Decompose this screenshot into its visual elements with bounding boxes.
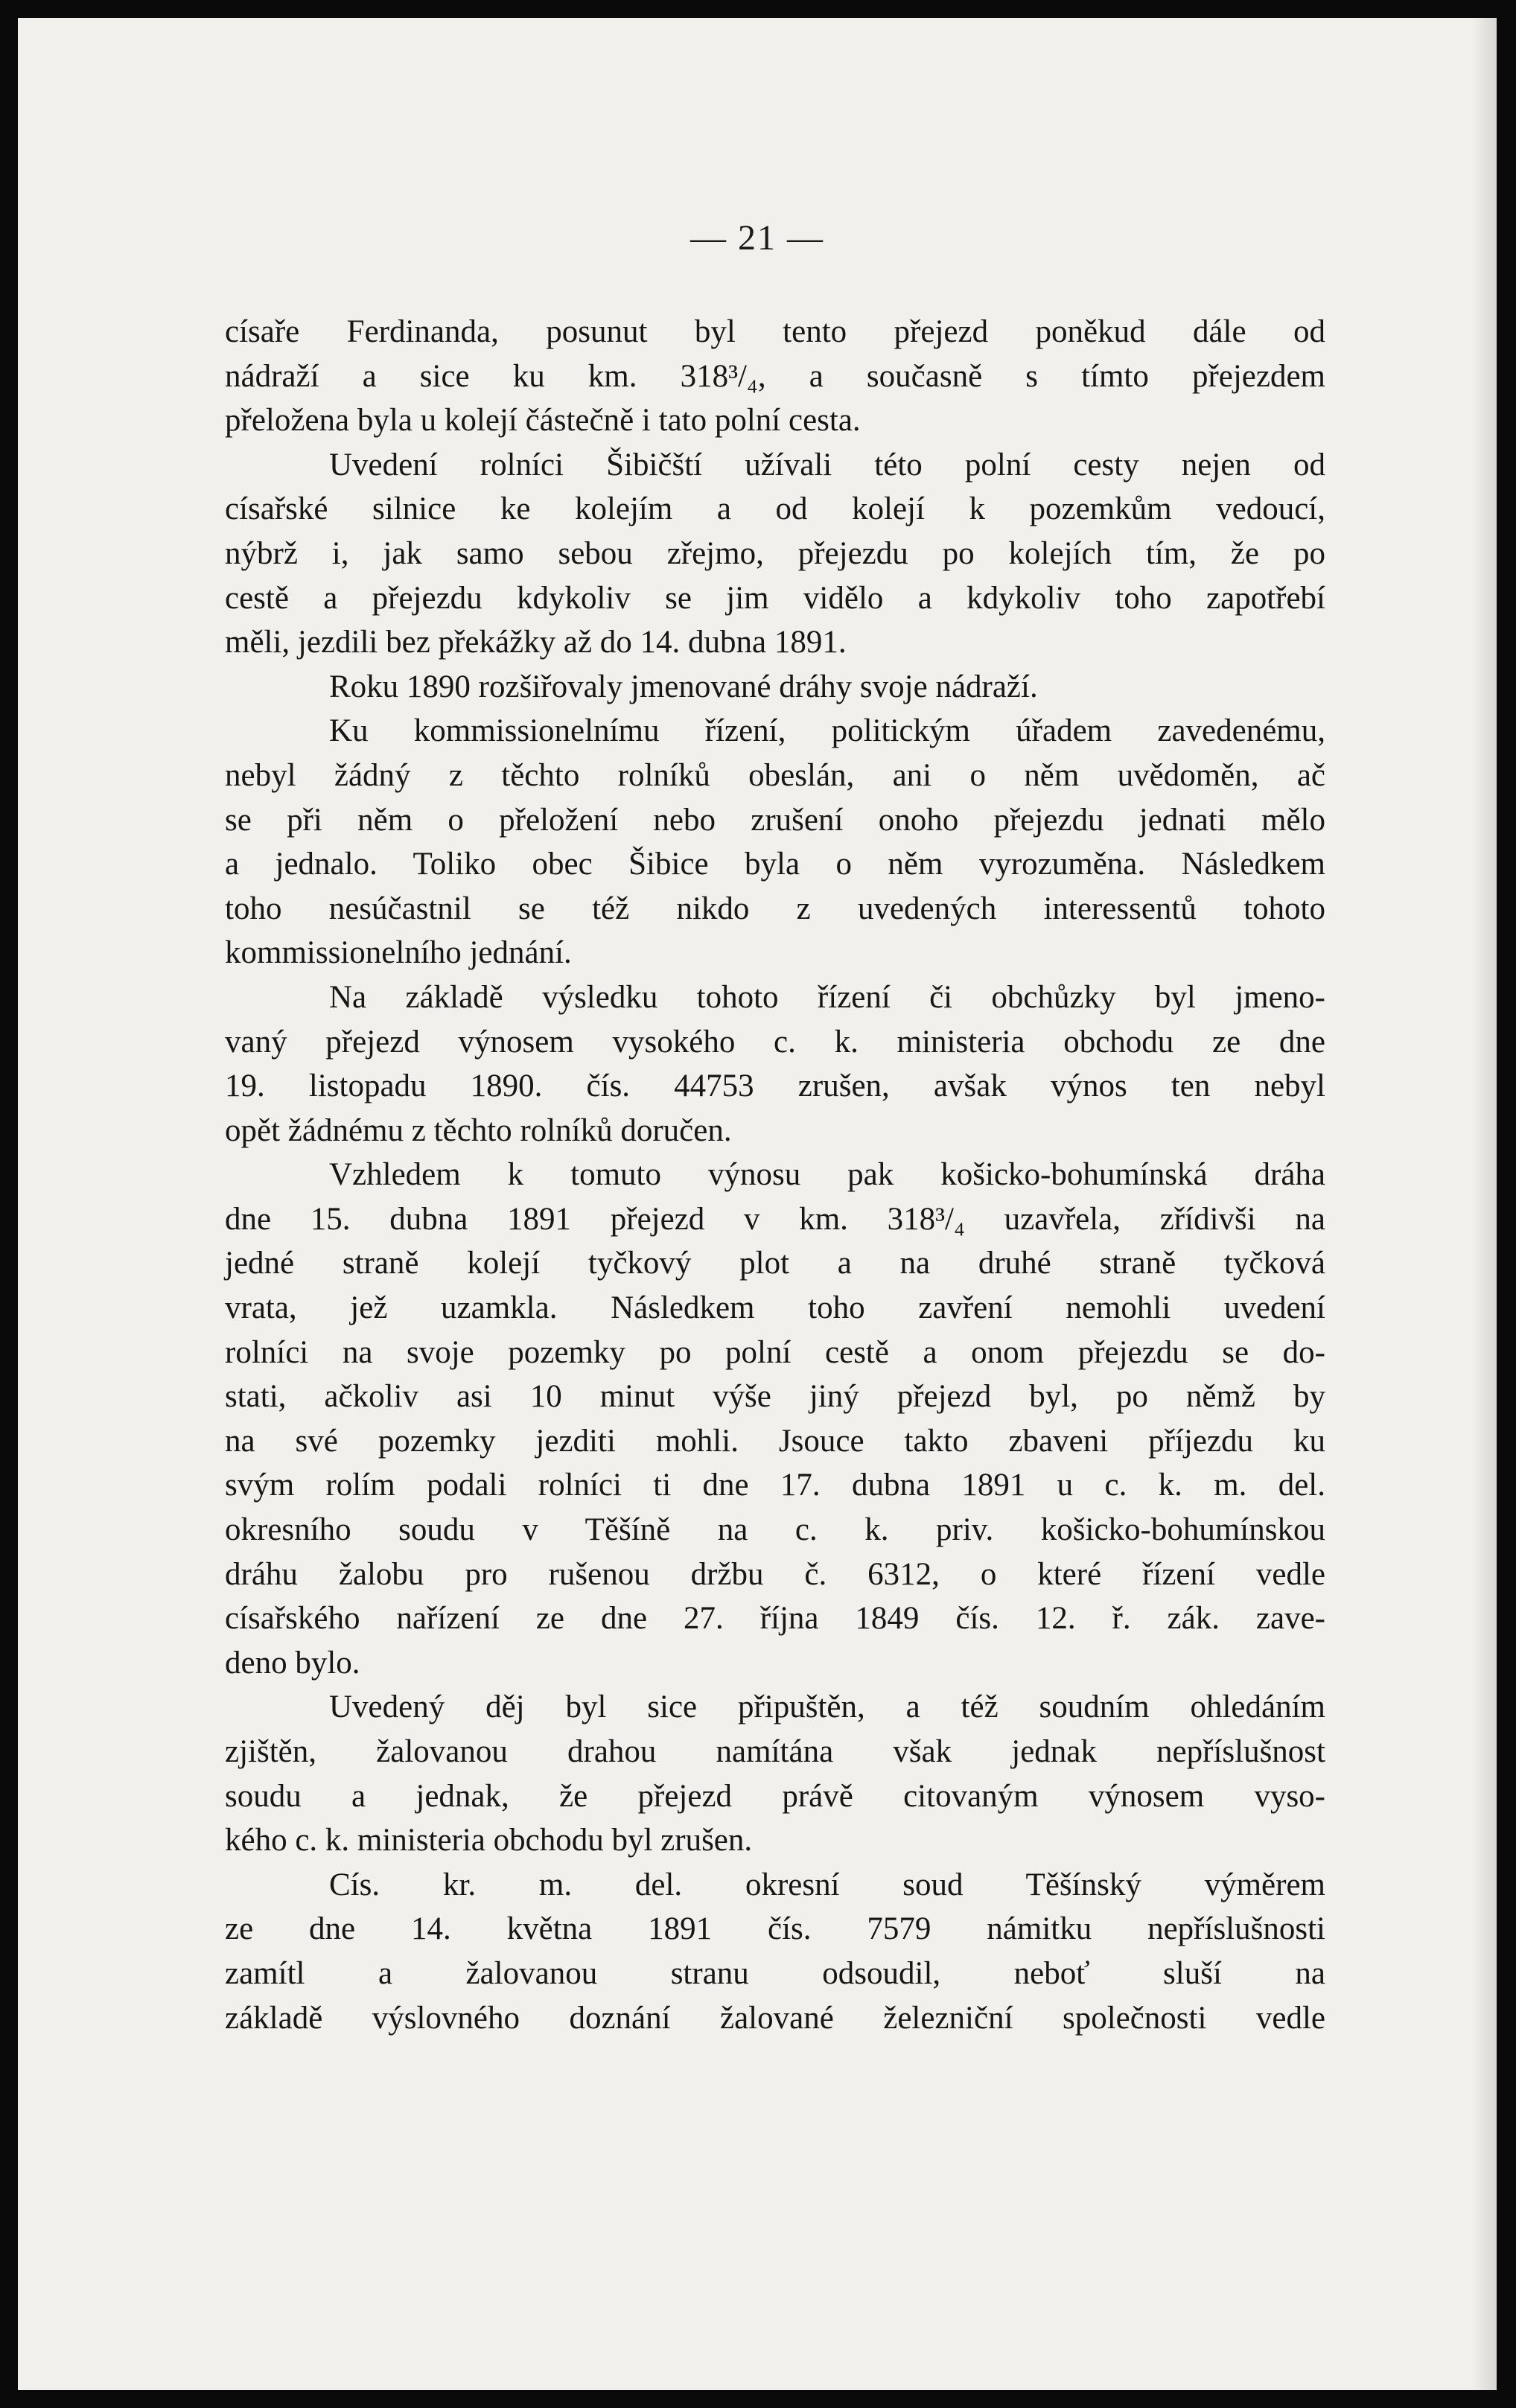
text-line: Cís. kr. m. del. okresní soud Těšínský výměrem (329, 1867, 1325, 1902)
text-line: svým rolím podali rolníci ti dne 17. dubna 1891 u c. k. m. del. (225, 1468, 1325, 1503)
text-line: opět žádnému z těchto rolníků doručen. (225, 1112, 732, 1148)
text-line: zamítl a žalovanou stranu odsoudil, neboť sluší na (225, 1955, 1325, 1991)
text-line: Roku 1890 rozšiřovaly jmenované dráhy svoje nádraží. (329, 669, 1038, 704)
text-line: 19. listopadu 1890. čís. 44753 zrušen, avšak výnos ten nebyl (225, 1068, 1325, 1104)
text-line: kommissionelního jednání. (225, 935, 572, 971)
text-line: vrata, jež uzamkla. Následkem toho zavření nemohli uvedení (225, 1290, 1325, 1326)
scanned-page (18, 18, 1497, 2390)
text-line: rolníci na svoje pozemky po polní cestě a onom přejezdu se do- (225, 1334, 1325, 1370)
text-line: nádraží a sice ku km. 318³/₄, a současně s tímto přejezdem (225, 358, 1325, 394)
text-line: toho nesúčastnil se též nikdo z uvedených interessentů tohoto (225, 891, 1325, 926)
text-line: kého c. k. ministeria obchodu byl zrušen. (225, 1823, 753, 1858)
text-line: dráhu žalobu pro rušenou držbu č. 6312, o které řízení vedle (225, 1556, 1325, 1592)
text-line: dne 15. dubna 1891 přejezd v km. 318³/₄ uzavřela, zřídivši na (225, 1201, 1325, 1237)
text-line: cestě a přejezdu kdykoliv se jim vidělo a kdykoliv toho zapotřebí (225, 580, 1325, 616)
text-line: Vzhledem k tomuto výnosu pak košicko-bohumínská dráha (329, 1157, 1325, 1193)
text-line: ze dne 14. května 1891 čís. 7579 námitku nepříslušnosti (225, 1911, 1325, 1947)
body-text (225, 310, 1325, 2040)
text-line: císařského nařízení ze dne 27. října 1849 čís. 12. ř. zák. zave- (225, 1601, 1325, 1637)
text-line: císaře Ferdinanda, posunut byl tento přejezd poněkud dále od (225, 314, 1325, 349)
text-line: se při něm o přeložení nebo zrušení onoho přejezdu jednati mělo (225, 802, 1325, 838)
text-line: vaný přejezd výnosem vysokého c. k. ministeria obchodu ze dne (225, 1024, 1325, 1060)
text-line: zjištěn, žalovanou drahou namítána však jednak nepříslušnost (225, 1734, 1325, 1769)
text-line: soudu a jednak, že přejezd právě citovaným výnosem vyso- (225, 1778, 1325, 1814)
text-line: stati, ačkoliv asi 10 minut výše jiný přejezd byl, po němž by (225, 1379, 1325, 1415)
text-line: Ku kommissionelnímu řízení, politickým úřadem zavedenému, (329, 713, 1325, 749)
page-edge-shadow (1473, 18, 1497, 2390)
text-line: císařské silnice ke kolejím a od kolejí k pozemkům vedoucí, (225, 491, 1325, 527)
text-line: Na základě výsledku tohoto řízení či obchůzky byl jmeno- (329, 979, 1325, 1015)
text-line: Uvedený děj byl sice připuštěn, a též soudním ohledáním (329, 1689, 1325, 1725)
text-line: na své pozemky jezditi mohli. Jsouce takto zbaveni příjezdu ku (225, 1423, 1325, 1459)
page-number: — 21 — (690, 218, 824, 258)
text-line: nýbrž i, jak samo sebou zřejmo, přejezdu po kolejích tím, že po (225, 535, 1325, 571)
text-line: přeložena byla u kolejí částečně i tato polní cesta. (225, 403, 861, 439)
text-line: základě výslovného doznání žalované železniční společnosti vedle (225, 2000, 1325, 2036)
text-line: okresního soudu v Těšíně na c. k. priv. košicko-bohumínskou (225, 1512, 1325, 1548)
text-line: jedné straně kolejí tyčkový plot a na druhé straně tyčková (225, 1246, 1325, 1281)
text-line: měli, jezdili bez překážky až do 14. dubna 1891. (225, 625, 847, 660)
text-line: deno bylo. (225, 1645, 360, 1681)
text-line: nebyl žádný z těchto rolníků obeslán, ani o něm uvědoměn, ač (225, 757, 1325, 793)
text-line: a jednalo. Toliko obec Šibice byla o něm vyrozuměna. Následkem (225, 847, 1325, 882)
text-line: Uvedení rolníci Šibičští užívali této polní cesty nejen od (329, 447, 1325, 482)
